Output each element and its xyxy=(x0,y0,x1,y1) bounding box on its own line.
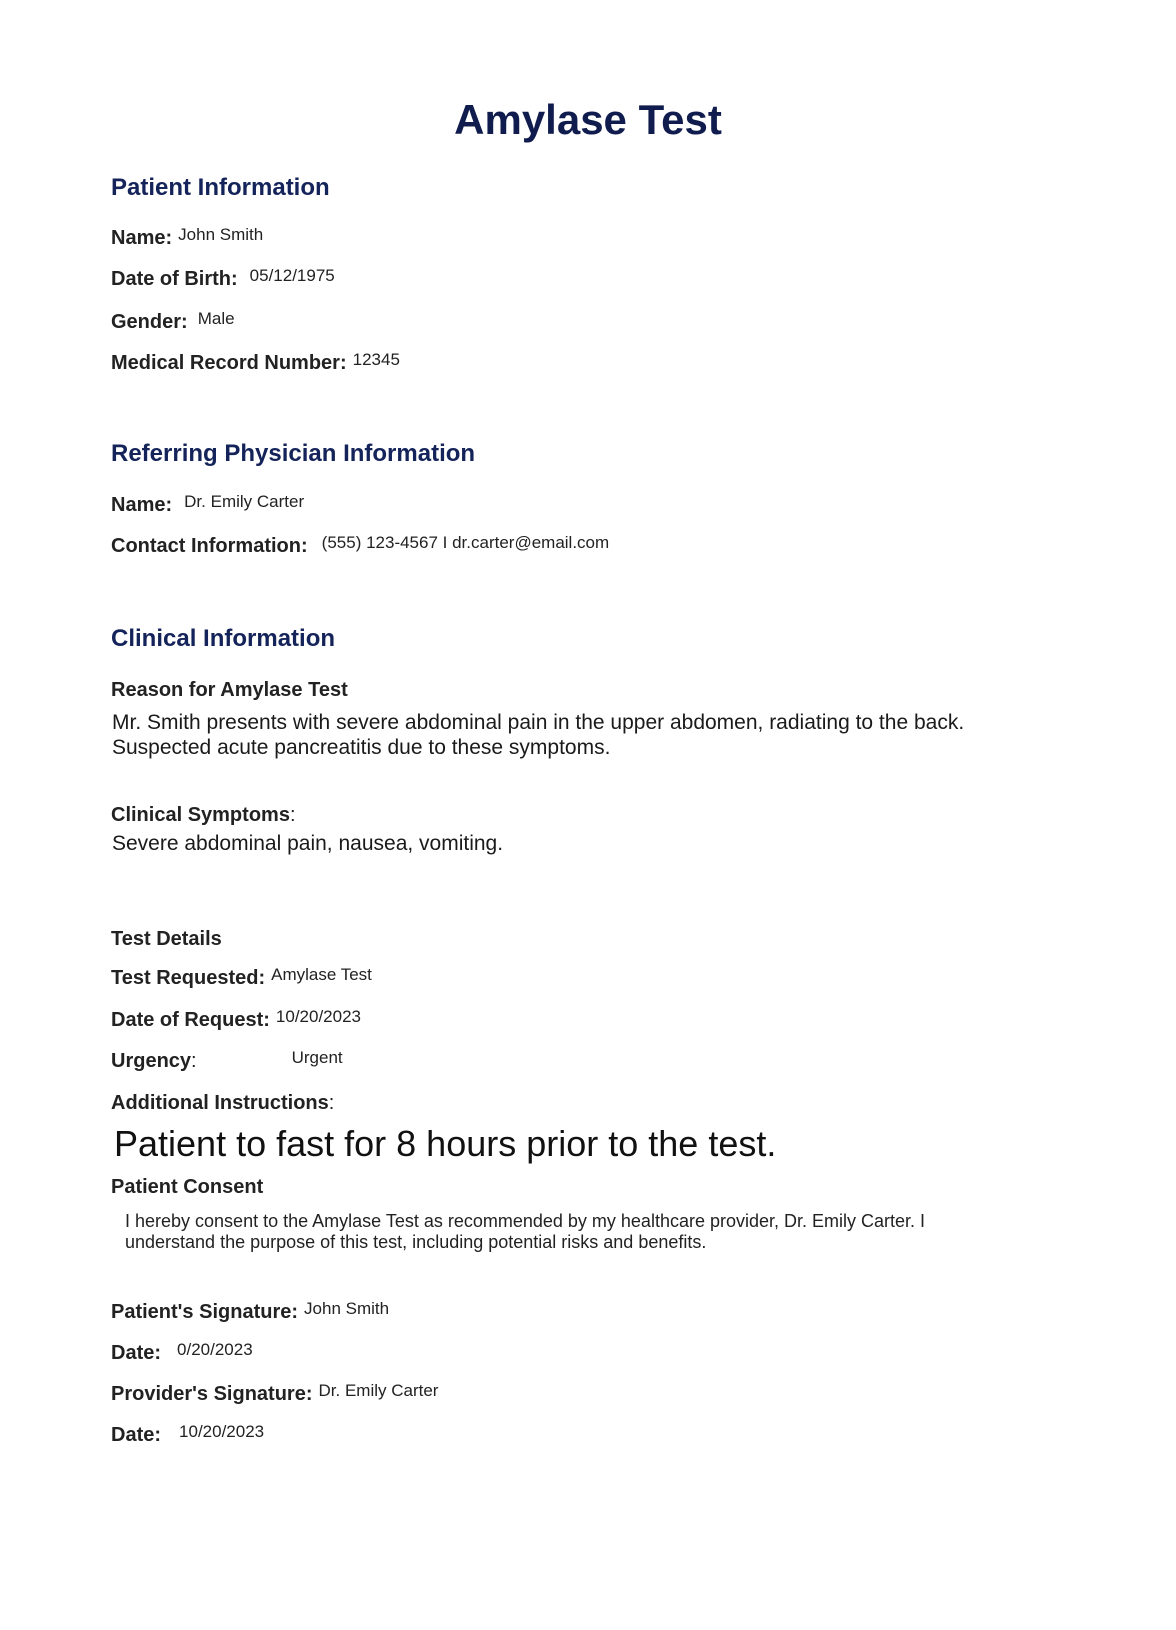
reason-text: Mr. Smith presents with severe abdominal pain in the upper abdomen, radiating to the back. Suspected acute pancreatitis due to these symptoms. xyxy=(112,711,965,759)
mrn-value: 12345 xyxy=(352,350,400,369)
label: Patient's Signature xyxy=(111,1301,292,1323)
patient-signature: John Smith xyxy=(304,1299,390,1318)
label: Date of Request xyxy=(111,1009,264,1031)
label: Date of Birth xyxy=(111,268,231,290)
physician-name: Dr. Emily Carter xyxy=(184,492,305,511)
consent-text: I hereby consent to the Amylase Test as recommended by my healthcare provider, Dr. Emily Carter. I understand the purpose of this test, including potential risks and benefits. xyxy=(125,1211,926,1252)
patient-name: John Smith xyxy=(178,225,264,244)
label: Name xyxy=(111,494,166,516)
instructions-text: Patient to fast for 8 hours prior to the test. xyxy=(114,1123,777,1164)
contact-value: (555) 123-4567 I dr.carter@email.com xyxy=(321,533,610,552)
test-details-heading: Test Details xyxy=(111,928,222,950)
physician-info-heading: Referring Physician Information xyxy=(111,440,476,467)
patient-date: 0/20/2023 xyxy=(177,1340,253,1359)
label: Additional Instructions xyxy=(111,1092,329,1114)
label: Medical Record Number xyxy=(111,352,340,374)
patient-date-row: Date: 0/20/2023 xyxy=(111,1340,253,1364)
provider-date-row: Date: 10/20/2023 xyxy=(111,1422,265,1446)
physician-name-row: Name: Dr. Emily Carter xyxy=(111,492,305,516)
reason-label: Reason for Amylase Test xyxy=(111,679,348,701)
label: Test Requested xyxy=(111,967,259,989)
dob-row: Date of Birth: 05/12/1975 xyxy=(111,266,335,290)
request-date-row: Date of Request: 10/20/2023 xyxy=(111,1007,362,1031)
urgency-row: Urgency: Urgent xyxy=(111,1048,343,1072)
patient-signature-row: Patient's Signature: John Smith xyxy=(111,1299,390,1323)
test-requested-value: Amylase Test xyxy=(271,965,372,984)
gender-row: Gender: Male xyxy=(111,309,235,333)
label: Clinical Symptoms xyxy=(111,804,290,826)
gender-value: Male xyxy=(197,309,235,328)
dob-value: 05/12/1975 xyxy=(249,266,335,285)
patient-name-row: Name: John Smith xyxy=(111,225,264,249)
urgency-value: Urgent xyxy=(291,1048,343,1067)
symptoms-label-row: Clinical Symptoms: xyxy=(111,804,296,826)
symptoms-text: Severe abdominal pain, nausea, vomiting. xyxy=(112,832,504,855)
request-date-value: 10/20/2023 xyxy=(275,1007,362,1026)
provider-signature: Dr. Emily Carter xyxy=(318,1381,439,1400)
instructions-label-row: Additional Instructions: xyxy=(111,1092,335,1114)
page-title: Amylase Test xyxy=(454,96,722,143)
provider-signature-row: Provider's Signature: Dr. Emily Carter xyxy=(111,1381,439,1405)
consent-heading: Patient Consent xyxy=(111,1176,264,1198)
clinical-info-heading: Clinical Information xyxy=(111,625,336,652)
label: Name xyxy=(111,227,166,249)
label: Contact Information xyxy=(111,535,301,557)
provider-date: 10/20/2023 xyxy=(179,1422,265,1441)
test-requested-row: Test Requested: Amylase Test xyxy=(111,965,372,989)
label: Urgency xyxy=(111,1050,192,1072)
patient-info-heading: Patient Information xyxy=(111,174,330,201)
label: Date xyxy=(111,1424,155,1446)
mrn-row: Medical Record Number: 12345 xyxy=(111,350,400,374)
label: Date xyxy=(111,1342,155,1364)
label: Provider's Signature xyxy=(111,1383,306,1405)
contact-row: Contact Information: (555) 123-4567 I dr.carter@email.com xyxy=(111,533,610,557)
label: Gender xyxy=(111,311,182,333)
